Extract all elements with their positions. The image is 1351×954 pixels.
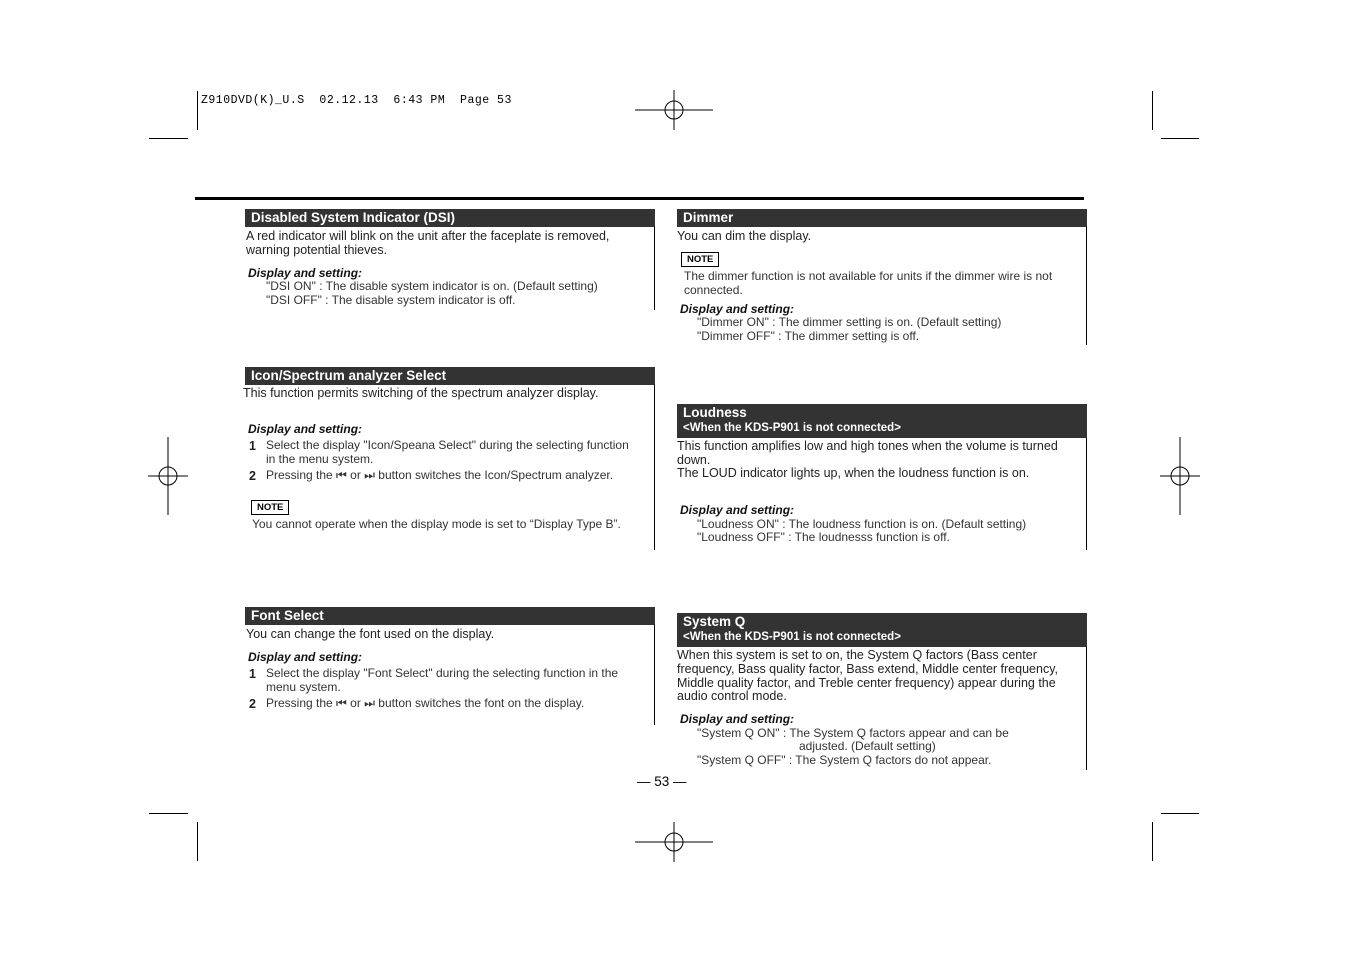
top-rule	[195, 197, 1084, 200]
crop-mark	[197, 91, 198, 130]
systemq-subtitle: <When the KDS-P901 is not connected>	[683, 631, 901, 643]
dimmer-note-text: The dimmer function is not available for units if the dimmer wire is not connected.	[684, 269, 1053, 297]
systemq-side-rule	[1086, 647, 1087, 770]
page-number: — 53 —	[637, 774, 687, 789]
dsi-heading: Disabled System Indicator (DSI)	[245, 209, 655, 227]
font-setting-label: Display and setting:	[248, 650, 363, 664]
icon-step-2-number: 2	[249, 469, 256, 483]
loudness-side-rule	[1086, 438, 1087, 550]
dimmer-side-rule	[1086, 227, 1087, 345]
loudness-setting-label: Display and setting:	[680, 503, 795, 517]
dimmer-setting-label: Display and setting:	[680, 302, 795, 316]
systemq-setting-label: Display and setting:	[680, 712, 795, 726]
crop-mark	[149, 138, 188, 139]
dimmer-intro: You can dim the display.	[677, 229, 812, 243]
loudness-intro-1: This function amplifies low and high tones when the volume is turned down.	[677, 439, 1058, 467]
icon-heading: Icon/Spectrum analyzer Select	[245, 367, 655, 385]
dimmer-heading: Dimmer	[677, 209, 1087, 227]
loudness-intro-2: The LOUD indicator lights up, when the loudness function is on.	[677, 466, 1030, 480]
registration-mark	[148, 437, 188, 515]
dimmer-option-off: "Dimmer OFF" : The dimmer setting is off.	[697, 329, 920, 343]
systemq-option-off: "System Q OFF" : The System Q factors do not appear.	[697, 753, 992, 767]
dimmer-option-on: "Dimmer ON" : The dimmer setting is on. (Default setting)	[697, 315, 1002, 329]
loudness-subtitle: <When the KDS-P901 is not connected>	[683, 422, 901, 434]
dsi-side-rule	[654, 227, 655, 310]
icon-setting-label: Display and setting:	[248, 422, 363, 436]
icon-note-text: You cannot operate when the display mode is set to “Display Type B”.	[252, 517, 621, 531]
crop-mark	[1152, 822, 1153, 861]
font-step-2-number: 2	[249, 697, 256, 711]
registration-mark	[635, 90, 713, 130]
icon-step-1: Select the display "Icon/Speana Select" during the selecting function in the menu system.	[266, 438, 629, 466]
loudness-heading	[677, 404, 1087, 438]
icon-step-2: Pressing the ⏮ or ⏭ button switches the Icon/Spectrum analyzer.	[266, 468, 614, 482]
dsi-intro: A red indicator will blink on the unit after the faceplate is removed, warning potential thieves.	[246, 229, 610, 257]
font-step-1: Select the display "Font Select" during the selecting function in the menu system.	[266, 666, 619, 694]
crop-mark	[1161, 138, 1199, 139]
icon-step-1-number: 1	[249, 439, 256, 453]
crop-mark	[149, 813, 188, 814]
crop-mark	[1161, 813, 1199, 814]
font-step-1-number: 1	[249, 667, 256, 681]
loudness-title: Loudness	[683, 405, 747, 420]
loudness-option-off: "Loudness OFF" : The loudnesss function is off.	[697, 530, 950, 544]
icon-side-rule	[654, 385, 655, 550]
icon-note-badge: NOTE	[251, 500, 289, 515]
dimmer-note-badge: NOTE	[681, 252, 719, 267]
font-step-2: Pressing the ⏮ or ⏭ button switches the font on the display.	[266, 696, 585, 710]
print-slug: Z910DVD(K)_U.S 02.12.13 6:43 PM Page 53	[201, 94, 512, 107]
systemq-option-on-cont: adjusted. (Default setting)	[799, 739, 936, 753]
registration-mark	[635, 822, 713, 862]
dsi-option-off: "DSI OFF" : The disable system indicator is off.	[266, 293, 516, 307]
dsi-option-on: "DSI ON" : The disable system indicator is on. (Default setting)	[266, 279, 598, 293]
systemq-option-on: "System Q ON" : The System Q factors appear and can be	[697, 726, 1009, 740]
font-heading: Font Select	[245, 607, 655, 625]
systemq-title: System Q	[683, 614, 746, 629]
font-intro: You can change the font used on the display.	[246, 627, 495, 641]
crop-mark	[197, 822, 198, 861]
loudness-option-on: "Loudness ON" : The loudness function is on. (Default setting)	[697, 517, 1027, 531]
dsi-setting-label: Display and setting:	[248, 266, 363, 280]
font-side-rule	[654, 625, 655, 725]
icon-intro: This function permits switching of the spectrum analyzer display.	[243, 386, 599, 400]
registration-mark	[1160, 437, 1200, 515]
systemq-intro: When this system is set to on, the System Q factors (Bass center frequency, Bass quality factor, Bass extend, Middle center frequency, Middle quality factor, and Treble center frequency) appear during the audio control mode.	[677, 648, 1058, 704]
crop-mark	[1152, 91, 1153, 130]
systemq-heading	[677, 613, 1087, 647]
